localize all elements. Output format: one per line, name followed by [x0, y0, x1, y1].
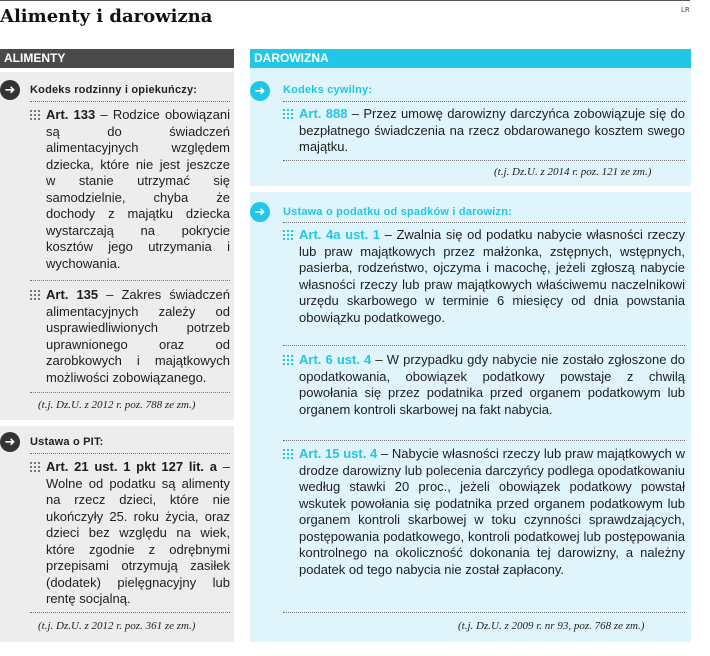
divider — [283, 222, 685, 223]
divider — [283, 345, 685, 346]
page-title: Alimenty i darowizna — [0, 6, 213, 27]
art-label: Art. 6 ust. 4 — [299, 352, 372, 367]
art-4a-item — [283, 227, 685, 326]
divider — [30, 392, 230, 393]
darowizna-header: DAROWIZNA — [250, 49, 691, 68]
divider — [30, 453, 230, 454]
art-label: Art. 135 — [46, 287, 99, 302]
divider — [283, 101, 685, 102]
divider — [283, 160, 685, 161]
art-label: Art. 888 — [299, 106, 348, 121]
arrow-right-circle-icon: ➜ — [250, 81, 270, 101]
grid-icon — [283, 355, 293, 365]
divider — [283, 440, 685, 441]
art-6-item — [283, 352, 685, 418]
art-text: – W przypadku gdy nabycie nie zostało zgłoszone do opodatkowania, obowiązek podatkowy powstaje z chwilą powołania się przez podatnika przed organem podatkowym lub organem kontroli skarbowej na fakt nabycia. — [299, 352, 686, 417]
art-text: – Zwalnia się od podatku nabycie własności rzeczy lub praw majątkowych przez małżonka, zstępnych, wstępnych, pasierba, rodzeństwo, ojczyma i macochę, jeżeli zgłoszą nabycie własności rzeczy lub praw majątkowych właściwemu naczelnikowi urzędu skarbowego w terminie 6 miesięcy od dnia powstania obowiązku podatkowego. — [299, 227, 686, 325]
kro-section-title: Kodeks rodzinny i opiekuńczy: — [30, 84, 198, 96]
art-888-item — [283, 106, 685, 156]
arrow-right-circle-icon: ➜ — [0, 432, 20, 452]
art-21-item — [30, 459, 230, 608]
grid-icon — [283, 230, 293, 240]
pit-section-title: Ustawa o PIT: — [30, 436, 104, 448]
corner-mark: LR — [681, 6, 690, 14]
divider — [283, 612, 685, 613]
art-135-item — [30, 287, 230, 386]
art-text: – Zakres świadczeń alimentacyjnych zależy od usprawiedliwionych potrzeb uprawnionego oraz od zarobkowych i majątkowych możliwości zobowiązanego. — [46, 287, 230, 385]
arrow-right-circle-icon: ➜ — [0, 80, 20, 100]
art-text: – Nabycie własności rzeczy lub praw majątkowych w drodze darowizny lub polecenia darczyńcy podlega opodatkowaniu według stawki 20 proc., jeżeli obowiązek podatkowy powstał wskutek powołania się podatnika przed organem podatkowym lub organem kontroli skarbowej w toku czynności sprawdzających, postępowania podatkowego, kontroli podatkowej lub postępowania kontrolnego na okoliczność dokonania tej darowizny, a należny podatek od tego nabycia nie został zapłacony. — [299, 446, 685, 577]
art-15-item — [283, 446, 685, 578]
art-label: Art. 21 ust. 1 pkt 127 lit. a — [46, 459, 218, 474]
grid-icon — [283, 449, 293, 459]
grid-icon — [30, 462, 40, 472]
divider — [30, 612, 230, 613]
arrow-right-circle-icon: ➜ — [250, 202, 270, 222]
art-text: – Wolne od podatku są alimenty na rzecz dzieci, które nie ukończyły 25. roku życia, oraz dzieci bez względu na wiek, które zgodnie z odrębnymi przepisami otrzymują zasiłek (dodatek) pielęgnacyjny lub rentę socjalną. — [46, 459, 230, 606]
citation: (t.j. Dz.U. z 2012 r. poz. 788 ze zm.) — [38, 399, 196, 411]
kc-section-title: Kodeks cywilny: — [283, 84, 373, 96]
citation: (t.j. Dz.U. z 2012 r. poz. 361 ze zm.) — [38, 620, 196, 632]
art-label: Art. 133 — [46, 107, 96, 122]
art-label: Art. 15 ust. 4 — [299, 446, 378, 461]
art-133-item — [30, 107, 230, 272]
divider — [30, 101, 230, 102]
grid-icon — [30, 110, 40, 120]
art-label: Art. 4a ust. 1 — [299, 227, 381, 242]
alimenty-header: ALIMENTY — [0, 49, 234, 68]
citation: (t.j. Dz.U. z 2009 r. nr 93, poz. 768 ze zm.) — [458, 620, 645, 632]
divider — [30, 280, 230, 281]
top-rule — [0, 0, 690, 1]
grid-icon — [283, 109, 293, 119]
citation: (t.j. Dz.U. z 2014 r. poz. 121 ze zm.) — [494, 166, 652, 178]
art-text: – Przez umowę darowizny darczyńca zobowiązuje się do bezpłatnego świadczenia na rzecz obdarowanego kosztem swego majątku. — [299, 106, 685, 154]
spadki-section-title: Ustawa o podatku od spadków i darowizn: — [283, 206, 513, 218]
grid-icon — [30, 290, 40, 300]
art-text: – Rodzice obowiązani są do świadczeń alimentacyjnych względem dziecka, które nie jest jeszcze w stanie utrzymać się samodzielnie, chyba że dochody z majątku dziecka wystarczają na pokrycie kosztów jego utrzymania i wychowania. — [46, 107, 230, 271]
